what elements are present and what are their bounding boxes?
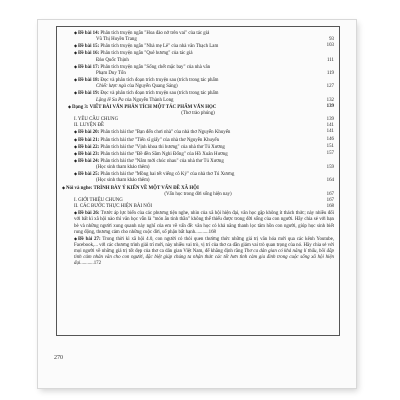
toc-entry <box>62 171 334 178</box>
essay-prompt-quote: Thơ ca dân gian có khả năng lí thấu, bồi đắp tình cảm nhân văn cho con người, đặc biệt giúp chúng ta nhận thức các tốt hơn tình cảm gia đình trong cuộc sống xã hội hiện đại <box>74 249 334 267</box>
toc-entry <box>62 144 334 151</box>
toc-entry-number: Đề bài 18: <box>78 78 100 84</box>
toc-entry-number: Đề bài 22: <box>78 144 100 150</box>
diamond-bullet-icon: ◆ <box>74 210 78 216</box>
toc-entry-page-number: 157 <box>326 150 334 156</box>
toc-entry-title: Phân tích bài thơ "Mồng hai tết viếng cô Ký" của nhà thơ Tú Xương <box>99 172 235 178</box>
toc-entry-title: Vũ Thị Huyền Trang <box>96 37 137 43</box>
toc-entry-number: Đề bài 23: <box>78 151 100 157</box>
table-of-contents-box <box>56 26 340 336</box>
essay-prompt-list <box>62 210 334 267</box>
essay-prompt: ◆Đề bài 27: Trong thời kì xã hội 4.0, con người có thói quen thường thức những giá trị văn hóa mới qua các kênh Youtube, Facebook,... với các chương trình giải trí mới, này nhiều vai trò, vị trí của thơ ca dần giảm vai trò quan trọng của nó. Hãy chia sẻ với mọi người về những giá trị tốt đẹp của thơ ca dân gian Việt Nam, để khẳng định rằng Thơ ca dân gian có khả năng lí thấu, bồi đắp tình cảm nhân văn cho con người, đặc biệt giúp chúng ta nhận thức các tốt hơn tình cảm gia đình trong cuộc sống xã hội hiện đại...........172 <box>74 235 334 267</box>
toc-entry-title: II. CÁC BƯỚC THỰC HIỆN BÀI NÓI <box>74 204 153 210</box>
toc-entry-page-number: 167 <box>326 191 334 197</box>
toc-entry-work-title: Lặng lẽ Sa Pa <box>96 97 124 103</box>
essay-prompt-number: Đề bài 26: <box>78 211 100 217</box>
toc-entry-page-number: 168 <box>326 204 334 210</box>
toc-entry-page-number: 141 <box>326 129 334 135</box>
toc-entry-page-number: 132 <box>326 97 334 103</box>
diamond-bullet-icon: ◆ <box>74 77 78 83</box>
toc-entry-title: Phân tích truyện ngắn "Hoa đào nở trên vai" của tác giả <box>99 31 210 36</box>
toc-entry <box>62 158 334 165</box>
toc-entry-page-number: 119 <box>326 70 334 76</box>
toc-entry-number: Đề bài 20: <box>78 130 100 136</box>
toc-entry-page-number: 141 <box>326 123 334 129</box>
toc-entry-title: Phân tích truyện ngắn "Quê hương" của tác giả <box>99 51 193 57</box>
toc-entry-page-number: 111 <box>327 57 334 63</box>
toc-entry-title: Đào Quốc Thịnh <box>96 57 129 63</box>
toc-entry-title: (Vấn học trong đời sống hiện nay) <box>164 191 232 197</box>
toc-entry-title: của Nguyễn Thành Long <box>123 97 174 103</box>
diamond-bullet-icon: ◆ <box>74 63 78 69</box>
toc-entry-title: (Học sinh tham khảo thêm) <box>96 178 150 184</box>
diamond-bullet-icon: ◆ <box>74 50 78 56</box>
toc-entry-title: Phân tích bài thơ "Vịnh khoa thi hương" của nhà thơ Tú Xương <box>99 144 225 150</box>
toc-entry <box>62 50 334 57</box>
toc-entry-title: Đọc và phân tích đoạn trích truyện sau (trích trong tác phẩm <box>99 91 219 97</box>
toc-entry-page-number: 146 <box>326 136 334 142</box>
toc-entry <box>62 90 334 97</box>
toc-entry-title: Phân tích bài thơ "Bạn đến chơi nhà" của nhà thơ Nguyễn Khuyến <box>99 130 231 136</box>
toc-entry-title: I. GIỚI THIỆU CHUNG <box>74 197 123 203</box>
toc-entry-number: Đề bài 16: <box>78 51 100 57</box>
toc-entry-page-number: 139 <box>326 103 334 109</box>
toc-entry-page-number: 167 <box>326 197 334 203</box>
diamond-bullet-icon: ◆ <box>62 184 66 190</box>
toc-entry-number: Đề bài 21: <box>78 137 100 143</box>
toc-entry-title: Nói và nghe: TRÌNH BÀY Ý KIẾN VỀ MỘT VẤN ĐỀ XÃ HỘI <box>66 185 199 191</box>
diamond-bullet-icon: ◆ <box>74 90 78 96</box>
toc-entry-list <box>62 30 334 210</box>
toc-entry-title: của Nguyễn Quang Sáng) <box>126 84 178 90</box>
essay-prompt-number: Đề bài 27: <box>78 236 101 242</box>
toc-entry <box>62 151 334 158</box>
diamond-bullet-icon: ◆ <box>74 143 78 149</box>
toc-entry-title: II. LUYỆN ĐỀ <box>74 123 105 129</box>
toc-entry <box>62 64 334 71</box>
toc-entry-title: (Học sinh tham khảo thêm) <box>96 165 150 171</box>
essay-prompt-page-number: 172 <box>93 261 102 267</box>
toc-entry-number: Đề bài 24: <box>78 158 100 164</box>
toc-entry-page-number: 159 <box>326 165 334 171</box>
toc-entry-page-number: 103 <box>326 43 334 49</box>
toc-entry <box>62 129 334 136</box>
toc-entry-page-number: 93 <box>329 37 334 43</box>
toc-entry-number: Đề bài 17: <box>78 64 100 70</box>
toc-entry <box>62 204 334 210</box>
toc-entry-title: Phân tích bài thơ "Năm mới chúc nhau" của nhà thơ Tú Xương <box>99 158 224 164</box>
toc-entry-work-title: Chiếc lược ngà <box>96 84 126 90</box>
diamond-bullet-icon: ◆ <box>74 129 78 135</box>
toc-entry-title: Phân tích bài thơ "Tiến sĩ giấy" của nhà thơ Nguyễn Khuyến <box>99 137 220 143</box>
toc-entry-number: Đề bài 14: <box>78 31 100 36</box>
toc-entry <box>62 137 334 144</box>
toc-entry-title: Dạng 3: VIẾT BÀI VĂN PHÂN TÍCH MỘT TÁC PHẨM VĂN HỌC <box>72 104 217 110</box>
toc-entry-title: (Thơ trào phúng) <box>181 110 215 116</box>
toc-entry-title: Phân tích truyện ngắn "Sống chết mặc bay" của nhà văn <box>99 64 211 70</box>
toc-entry-title: I. YÊU CẦU CHUNG <box>74 117 119 123</box>
diamond-bullet-icon: ◆ <box>74 43 78 49</box>
diamond-bullet-icon: ◆ <box>74 30 78 35</box>
toc-entry <box>62 185 334 192</box>
toc-entry-page-number: 139 <box>326 117 334 123</box>
toc-entry-page-number: 151 <box>326 143 334 149</box>
toc-entry <box>62 104 334 111</box>
page-number: 270 <box>54 355 63 361</box>
toc-entry-title: Đọc và phân tích đoạn trích truyện sau (trích trong tác phẩm <box>99 78 219 84</box>
diamond-bullet-icon: ◆ <box>68 103 72 109</box>
diamond-bullet-icon: ◆ <box>74 171 78 177</box>
diamond-bullet-icon: ◆ <box>74 157 78 163</box>
toc-entry <box>62 43 334 50</box>
toc-entry-number: Đề bài 25: <box>78 172 100 178</box>
essay-prompt-page-number: 168 <box>208 229 216 235</box>
toc-entry-number: Đề bài 19: <box>78 91 100 97</box>
book-page <box>38 20 356 388</box>
diamond-bullet-icon: ◆ <box>74 235 78 241</box>
diamond-bullet-icon: ◆ <box>74 136 78 142</box>
toc-entry-title: Phân tích truyện ngắn "Nhà mẹ Lê" của nhà văn Thạch Lam <box>99 44 219 50</box>
toc-entry-page-number: 164 <box>326 178 334 184</box>
toc-entry-title: Phân tích bài thơ "Đề đền Sầm Nghi Đống" của Hồ Xuân Hương <box>99 151 228 157</box>
diamond-bullet-icon: ◆ <box>74 150 78 156</box>
essay-prompt: ◆Đề bài 26: Trước áp lực biến của các phương tiện nghe, nhìn của xã hội hiện đại, văn học gặp không ít thách thức; này nhiều đối với bất kì xã hội nào thì văn học vẫn là "món ăn tinh thần" không thể thiếu được trong đời sống của con người. Hãy chia sẻ với bạn bè và những người xung quanh này nghĩ của em về vấn đề: văn học có khả năng thanh lọc tâm hồn con người, giúp học sinh biết rung động, thương cảm cho những cuộc đời, số phận bất hạnh...........168 <box>74 210 334 235</box>
toc-entry-title: Phạm Duy Tốn <box>96 70 126 76</box>
essay-prompt-text: Trước áp lực biến của các phương tiện nghe, nhìn của xã hội hiện đại, văn học gặp không ít thách thức; này nhiều đối với bất kì xã hội nào thì văn học vẫn là "món ăn tinh thần" không thể thiếu được trong đời sống của con người. Hãy chia sẻ với bạn bè và những người xung quanh này nghĩ của em về vấn đề: văn học có khả năng thanh lọc tâm hồn con người, giúp học sinh biết rung động, thương cảm cho những cuộc đời, số phận bất hạnh <box>74 211 334 235</box>
toc-entry-number: Đề bài 15: <box>78 44 100 50</box>
essay-prompt-text: Trong thời kì xã hội 4.0, con người có thói quen thường thức những giá trị văn hóa mới qua các kênh Youtube, Facebook,... với các chương trình giải trí mới, này nhiều vai trò, vị trí của thơ ca dần giảm vai trò quan trọng của nó. Hãy chia sẻ với mọi người về những giá trị tốt đẹp của thơ ca dân gian Việt Nam, để khẳng định rằng <box>74 236 334 255</box>
toc-entry <box>62 30 334 37</box>
toc-entry-page-number: 127 <box>326 84 334 90</box>
